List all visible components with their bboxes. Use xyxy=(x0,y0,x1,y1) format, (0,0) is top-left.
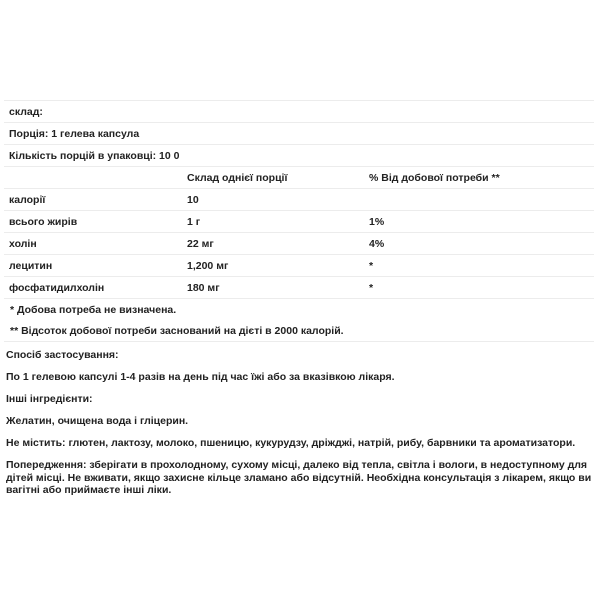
usage-title: Спосіб застосування: xyxy=(6,349,119,361)
nutrient-daily-value: 4% xyxy=(364,233,594,255)
supplement-facts-table xyxy=(4,100,594,342)
nutrient-daily-value xyxy=(364,189,594,211)
column-header-row xyxy=(4,167,594,189)
nutrient-name: лецитин xyxy=(4,255,182,277)
nutrient-amount: 1,200 мг xyxy=(182,255,364,277)
nutrient-amount: 180 мг xyxy=(182,277,364,299)
serving-size: Порція: 1 гелева капсула xyxy=(4,123,594,145)
nutrient-name: всього жирів xyxy=(4,211,182,233)
servings-per-container-row xyxy=(4,145,594,167)
usage-text: По 1 гелевою капсулі 1-4 разів на день під час їжі або за вказівкою лікаря. xyxy=(6,371,395,383)
nutrient-daily-value: 1% xyxy=(364,211,594,233)
facts-title: склад: xyxy=(4,101,594,123)
table-row xyxy=(4,211,594,233)
other-ingredients-text: Желатин, очищена вода і гліцерин. xyxy=(6,415,189,427)
nutrient-daily-value: * xyxy=(364,277,594,299)
nutrient-name: холін xyxy=(4,233,182,255)
nutrient-amount: 10 xyxy=(182,189,364,211)
nutrient-name: фосфатидилхолін xyxy=(4,277,182,299)
table-row xyxy=(4,277,594,299)
warning-text: Попередження: зберігати в прохолодному, сухому місці, далеко від тепла, світла і вологи, в недоступному для дітей місці. Не вживати, якщо захисне кільце зламано або відсутній. Необхідна консультація з лікарем, якщо ви вагітні або приймаєте інші ліки. xyxy=(6,459,592,496)
footnote-row xyxy=(4,320,594,342)
servings-per-container: Кількість порцій в упаковці: 10 0 xyxy=(4,145,594,167)
column-header-daily-value: % Від добової потреби ** xyxy=(364,167,594,189)
serving-size-row xyxy=(4,123,594,145)
other-ingredients-title: Інші інгредієнти: xyxy=(6,393,93,405)
facts-title-row xyxy=(4,101,594,123)
column-header-amount: Склад однієї порції xyxy=(182,167,364,189)
nutrient-name: калорії xyxy=(4,189,182,211)
nutrient-amount: 1 г xyxy=(182,211,364,233)
free-from-text: Не містить: глютен, лактозу, молоко, пшеницю, кукурудзу, дріжджі, натрій, рибу, барвники та ароматизатори. xyxy=(6,437,576,449)
table-row xyxy=(4,233,594,255)
footnote-not-established: * Добова потреба не визначена. xyxy=(4,299,594,321)
nutrient-daily-value: * xyxy=(364,255,594,277)
footnote-daily-value-basis: ** Відсоток добової потреби заснований на дієті в 2000 калорій. xyxy=(4,320,594,342)
nutrient-amount: 22 мг xyxy=(182,233,364,255)
footnote-row xyxy=(4,299,594,321)
column-header-name xyxy=(4,167,182,189)
table-row xyxy=(4,255,594,277)
table-row xyxy=(4,189,594,211)
supplement-facts-panel xyxy=(4,100,594,342)
